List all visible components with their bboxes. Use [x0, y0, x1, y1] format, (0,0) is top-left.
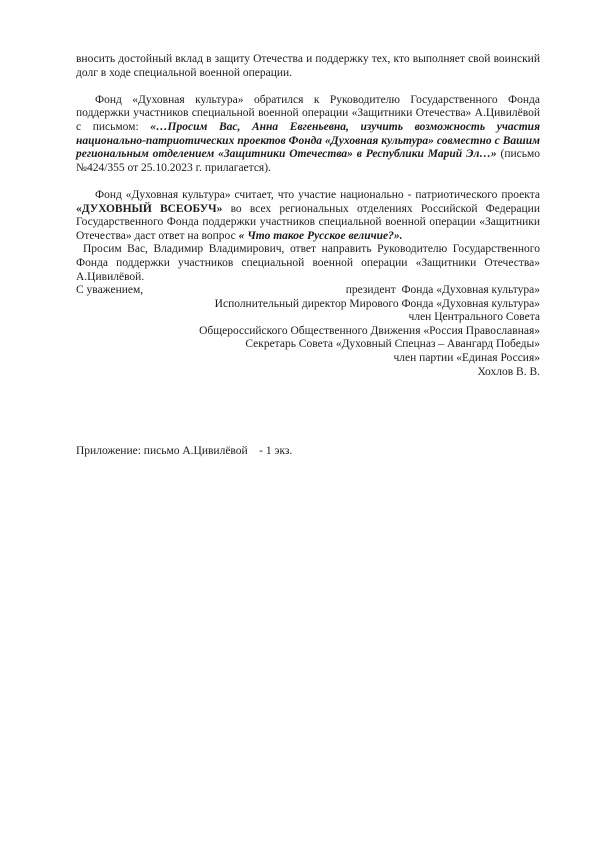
- paragraph-opinion-text: Фонд «Духовная культура» считает, что участие национально - патриотического проекта: [95, 188, 540, 201]
- paragraph-opinion: [76, 189, 540, 243]
- signature-block: [76, 284, 540, 379]
- paragraph-continuation: вносить достойный вклад в защиту Отечества и поддержку тех, кто выполняет свой воинский долг в ходе специальной военной операции.: [76, 53, 540, 79]
- letter-body: [76, 53, 540, 459]
- signature-title-council-member: член Центрального Совета: [408, 311, 540, 324]
- paragraph-appeal-quote: «…Просим Вас, Анна Евгеньевна, изучить возможность участия национально-патриотических проектов Фонда «Духовная культура» совместно с Вашим региональным отделением «Защитники Отечества» в Республики Марий Эл…»: [76, 120, 541, 161]
- signature-title-president: президент Фонда «Духовная культура»: [345, 284, 540, 297]
- signature-name: Хохлов В. В.: [477, 365, 540, 378]
- signature-title-party-member: член партии «Единая Россия»: [393, 352, 540, 365]
- signature-titles: [76, 284, 540, 379]
- attachment-note: Приложение: письмо А.Цивилёвой - 1 экз.: [76, 445, 293, 458]
- paragraph-request: Просим Вас, Владимир Владимирович, ответ направить Руководителю Государственного Фонда поддержки участников специальной военной операции «Защитники Отечества» А.Цивилёвой.: [76, 243, 540, 283]
- paragraph-opinion-text2: во всех региональных отделениях Российской Федерации Государственного Фонда поддержки участников специальной военной операции «Защитники Отечества» даст ответ на вопрос: [76, 202, 540, 242]
- paragraph-appeal-reference: (письмо №424/355 от 25.10.2023 г. прилагается).: [76, 148, 541, 174]
- question-emphasis: « Что такое Русское величие?».: [238, 229, 403, 242]
- project-name-emphasis: «ДУХОВНЫЙ ВСЕОБУЧ»: [76, 202, 223, 215]
- signature-title-executive-director: Исполнительный директор Мирового Фонда «Духовная культура»: [214, 297, 540, 310]
- paragraph-spacer: [76, 175, 540, 189]
- signature-title-movement: Общероссийского Общественного Движения «Россия Православная»: [199, 324, 540, 337]
- paragraph-appeal: [76, 94, 540, 176]
- paragraph-appeal-text: Фонд «Духовная культура» обратился к Руководителю Государственного Фонда поддержки участников специальной военной операции «Защитники Отечества» А.Цивилёвой с письмом:: [76, 93, 540, 133]
- closing-salutation: С уважением,: [76, 284, 144, 297]
- signature-title-secretary: Секретарь Совета «Духовный Спецназ – Авангард Победы»: [245, 338, 540, 351]
- paragraph-spacer: [76, 80, 540, 94]
